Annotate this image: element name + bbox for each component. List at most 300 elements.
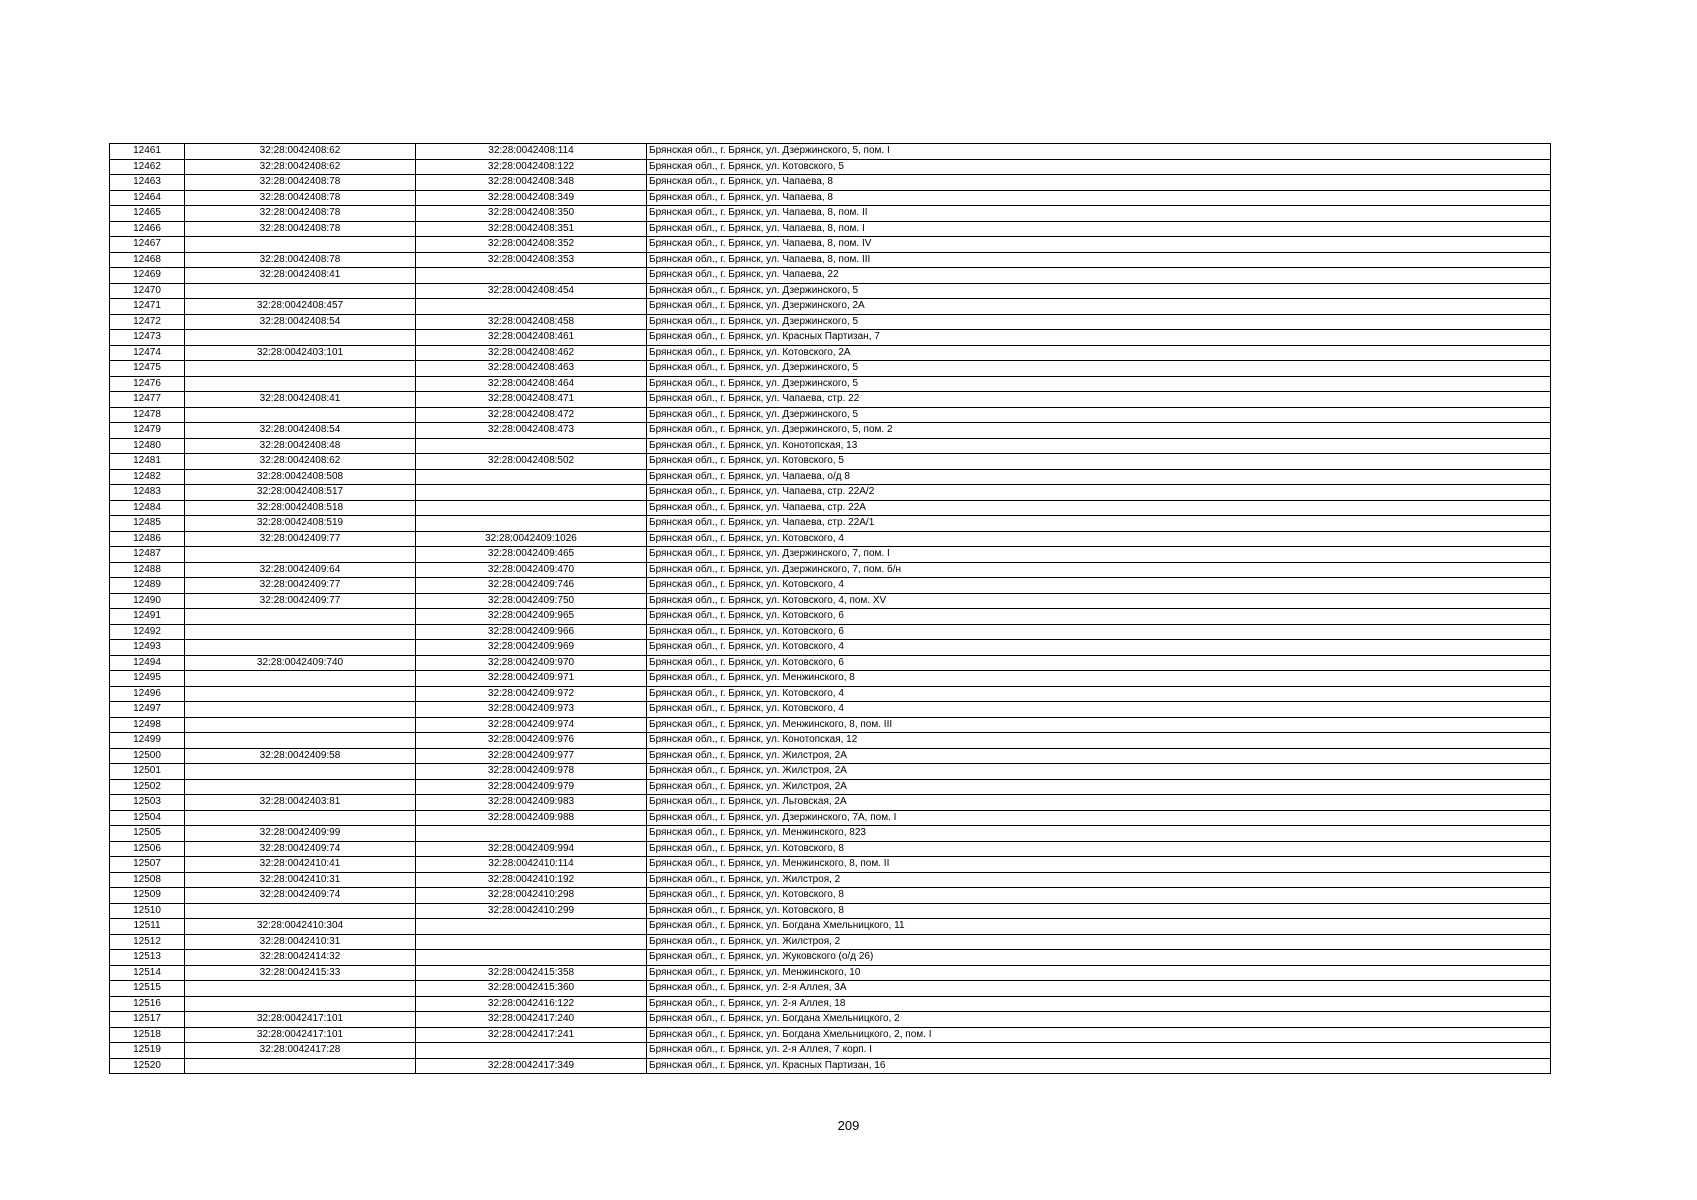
row-number-cell: 12489 xyxy=(110,578,185,594)
parent-cadastral-number-cell: 32:28:0042410:41 xyxy=(185,857,416,873)
table-row xyxy=(110,841,1551,857)
parent-cadastral-number-cell: 32:28:0042409:77 xyxy=(185,531,416,547)
parent-cadastral-number-cell: 32:28:0042408:62 xyxy=(185,454,416,470)
row-number-cell: 12479 xyxy=(110,423,185,439)
row-number-cell: 12468 xyxy=(110,252,185,268)
parent-cadastral-number-cell: 32:28:0042409:74 xyxy=(185,841,416,857)
address-cell: Брянская обл., г. Брянск, ул. Дзержинского, 5 xyxy=(647,376,1551,392)
row-number-cell: 12473 xyxy=(110,330,185,346)
object-cadastral-number-cell: 32:28:0042415:360 xyxy=(416,981,647,997)
row-number-cell: 12510 xyxy=(110,903,185,919)
row-number-cell: 12480 xyxy=(110,438,185,454)
address-cell: Брянская обл., г. Брянск, ул. Котовского, 8 xyxy=(647,841,1551,857)
row-number-cell: 12511 xyxy=(110,919,185,935)
object-cadastral-number-cell: 32:28:0042408:458 xyxy=(416,314,647,330)
address-cell: Брянская обл., г. Брянск, ул. Котовского, 5 xyxy=(647,454,1551,470)
object-cadastral-number-cell: 32:28:0042409:978 xyxy=(416,764,647,780)
address-cell: Брянская обл., г. Брянск, ул. Котовского, 4 xyxy=(647,640,1551,656)
table-row xyxy=(110,764,1551,780)
object-cadastral-number-cell: 32:28:0042409:973 xyxy=(416,702,647,718)
parent-cadastral-number-cell: 32:28:0042409:77 xyxy=(185,593,416,609)
table-row xyxy=(110,159,1551,175)
parent-cadastral-number-cell: 32:28:0042408:48 xyxy=(185,438,416,454)
object-cadastral-number-cell: 32:28:0042408:461 xyxy=(416,330,647,346)
object-cadastral-number-cell: 32:28:0042409:979 xyxy=(416,779,647,795)
table-row xyxy=(110,1058,1551,1074)
parent-cadastral-number-cell xyxy=(185,671,416,687)
object-cadastral-number-cell: 32:28:0042409:974 xyxy=(416,717,647,733)
address-cell: Брянская обл., г. Брянск, ул. Чапаева, стр. 22А/2 xyxy=(647,485,1551,501)
parent-cadastral-number-cell xyxy=(185,996,416,1012)
object-cadastral-number-cell: 32:28:0042409:965 xyxy=(416,609,647,625)
address-cell: Брянская обл., г. Брянск, ул. Богдана Хмельницкого, 11 xyxy=(647,919,1551,935)
table-row xyxy=(110,981,1551,997)
parent-cadastral-number-cell xyxy=(185,1058,416,1074)
registry-table-body xyxy=(110,144,1551,1074)
object-cadastral-number-cell: 32:28:0042408:473 xyxy=(416,423,647,439)
row-number-cell: 12487 xyxy=(110,547,185,563)
row-number-cell: 12461 xyxy=(110,144,185,160)
address-cell: Брянская обл., г. Брянск, ул. Дзержинского, 5 xyxy=(647,361,1551,377)
address-cell: Брянская обл., г. Брянск, ул. 2-я Аллея, 3А xyxy=(647,981,1551,997)
table-row xyxy=(110,671,1551,687)
parent-cadastral-number-cell: 32:28:0042408:457 xyxy=(185,299,416,315)
row-number-cell: 12515 xyxy=(110,981,185,997)
table-row xyxy=(110,779,1551,795)
address-cell: Брянская обл., г. Брянск, ул. Чапаева, стр. 22А xyxy=(647,500,1551,516)
row-number-cell: 12482 xyxy=(110,469,185,485)
row-number-cell: 12475 xyxy=(110,361,185,377)
address-cell: Брянская обл., г. Брянск, ул. Чапаева, 8, пом. IV xyxy=(647,237,1551,253)
parent-cadastral-number-cell xyxy=(185,733,416,749)
parent-cadastral-number-cell xyxy=(185,547,416,563)
address-cell: Брянская обл., г. Брянск, ул. 2-я Аллея, 18 xyxy=(647,996,1551,1012)
table-row xyxy=(110,237,1551,253)
object-cadastral-number-cell: 32:28:0042408:454 xyxy=(416,283,647,299)
parent-cadastral-number-cell: 32:28:0042408:62 xyxy=(185,159,416,175)
address-cell: Брянская обл., г. Брянск, ул. Котовского, 6 xyxy=(647,624,1551,640)
object-cadastral-number-cell: 32:28:0042409:746 xyxy=(416,578,647,594)
parent-cadastral-number-cell: 32:28:0042417:101 xyxy=(185,1027,416,1043)
parent-cadastral-number-cell xyxy=(185,330,416,346)
object-cadastral-number-cell: 32:28:0042409:977 xyxy=(416,748,647,764)
address-cell: Брянская обл., г. Брянск, ул. Дзержинского, 5 xyxy=(647,283,1551,299)
row-number-cell: 12518 xyxy=(110,1027,185,1043)
table-row xyxy=(110,934,1551,950)
parent-cadastral-number-cell: 32:28:0042417:28 xyxy=(185,1043,416,1059)
object-cadastral-number-cell xyxy=(416,500,647,516)
object-cadastral-number-cell: 32:28:0042408:351 xyxy=(416,221,647,237)
parent-cadastral-number-cell: 32:28:0042417:101 xyxy=(185,1012,416,1028)
parent-cadastral-number-cell xyxy=(185,810,416,826)
address-cell: Брянская обл., г. Брянск, ул. Котовского, 8 xyxy=(647,888,1551,904)
row-number-cell: 12466 xyxy=(110,221,185,237)
object-cadastral-number-cell: 32:28:0042409:1026 xyxy=(416,531,647,547)
row-number-cell: 12490 xyxy=(110,593,185,609)
address-cell: Брянская обл., г. Брянск, ул. Жилстроя, 2А xyxy=(647,779,1551,795)
table-row xyxy=(110,686,1551,702)
table-row xyxy=(110,888,1551,904)
object-cadastral-number-cell: 32:28:0042408:349 xyxy=(416,190,647,206)
row-number-cell: 12464 xyxy=(110,190,185,206)
table-row xyxy=(110,810,1551,826)
address-cell: Брянская обл., г. Брянск, ул. Менжинского, 8 xyxy=(647,671,1551,687)
address-cell: Брянская обл., г. Брянск, ул. Менжинского, 823 xyxy=(647,826,1551,842)
table-row xyxy=(110,454,1551,470)
object-cadastral-number-cell: 32:28:0042408:464 xyxy=(416,376,647,392)
parent-cadastral-number-cell: 32:28:0042408:517 xyxy=(185,485,416,501)
address-cell: Брянская обл., г. Брянск, ул. Дзержинского, 5 xyxy=(647,314,1551,330)
parent-cadastral-number-cell: 32:28:0042410:31 xyxy=(185,872,416,888)
address-cell: Брянская обл., г. Брянск, ул. Менжинского, 8, пом. III xyxy=(647,717,1551,733)
parent-cadastral-number-cell: 32:28:0042408:518 xyxy=(185,500,416,516)
object-cadastral-number-cell xyxy=(416,950,647,966)
object-cadastral-number-cell: 32:28:0042409:971 xyxy=(416,671,647,687)
parent-cadastral-number-cell xyxy=(185,981,416,997)
object-cadastral-number-cell: 32:28:0042409:994 xyxy=(416,841,647,857)
address-cell: Брянская обл., г. Брянск, ул. Котовского, 6 xyxy=(647,609,1551,625)
address-cell: Брянская обл., г. Брянск, ул. Конотопская, 12 xyxy=(647,733,1551,749)
row-number-cell: 12478 xyxy=(110,407,185,423)
table-row xyxy=(110,609,1551,625)
parent-cadastral-number-cell xyxy=(185,609,416,625)
address-cell: Брянская обл., г. Брянск, ул. Богдана Хмельницкого, 2, пом. I xyxy=(647,1027,1551,1043)
row-number-cell: 12476 xyxy=(110,376,185,392)
row-number-cell: 12491 xyxy=(110,609,185,625)
row-number-cell: 12512 xyxy=(110,934,185,950)
table-row xyxy=(110,795,1551,811)
row-number-cell: 12509 xyxy=(110,888,185,904)
row-number-cell: 12507 xyxy=(110,857,185,873)
table-row xyxy=(110,345,1551,361)
object-cadastral-number-cell: 32:28:0042409:465 xyxy=(416,547,647,563)
address-cell: Брянская обл., г. Брянск, ул. Чапаева, 8, пом. I xyxy=(647,221,1551,237)
object-cadastral-number-cell: 32:28:0042415:358 xyxy=(416,965,647,981)
row-number-cell: 12467 xyxy=(110,237,185,253)
object-cadastral-number-cell: 32:28:0042417:349 xyxy=(416,1058,647,1074)
registry-table xyxy=(109,143,1551,1074)
table-row xyxy=(110,500,1551,516)
address-cell: Брянская обл., г. Брянск, ул. Льговская, 2А xyxy=(647,795,1551,811)
object-cadastral-number-cell: 32:28:0042408:462 xyxy=(416,345,647,361)
object-cadastral-number-cell xyxy=(416,1043,647,1059)
object-cadastral-number-cell xyxy=(416,268,647,284)
object-cadastral-number-cell: 32:28:0042408:352 xyxy=(416,237,647,253)
table-row xyxy=(110,144,1551,160)
table-row xyxy=(110,392,1551,408)
object-cadastral-number-cell: 32:28:0042408:472 xyxy=(416,407,647,423)
address-cell: Брянская обл., г. Брянск, ул. Жилстроя, 2 xyxy=(647,934,1551,950)
address-cell: Брянская обл., г. Брянск, ул. Менжинского, 10 xyxy=(647,965,1551,981)
parent-cadastral-number-cell: 32:28:0042410:304 xyxy=(185,919,416,935)
table-row xyxy=(110,919,1551,935)
parent-cadastral-number-cell xyxy=(185,361,416,377)
table-row xyxy=(110,702,1551,718)
row-number-cell: 12471 xyxy=(110,299,185,315)
address-cell: Брянская обл., г. Брянск, ул. Котовского, 2А xyxy=(647,345,1551,361)
address-cell: Брянская обл., г. Брянск, ул. Чапаева, 22 xyxy=(647,268,1551,284)
table-row xyxy=(110,872,1551,888)
table-row xyxy=(110,965,1551,981)
parent-cadastral-number-cell: 32:28:0042408:78 xyxy=(185,252,416,268)
object-cadastral-number-cell xyxy=(416,934,647,950)
parent-cadastral-number-cell: 32:28:0042408:54 xyxy=(185,314,416,330)
parent-cadastral-number-cell: 32:28:0042408:54 xyxy=(185,423,416,439)
object-cadastral-number-cell: 32:28:0042409:972 xyxy=(416,686,647,702)
table-row xyxy=(110,1027,1551,1043)
table-row xyxy=(110,996,1551,1012)
row-number-cell: 12516 xyxy=(110,996,185,1012)
parent-cadastral-number-cell: 32:28:0042403:81 xyxy=(185,795,416,811)
address-cell: Брянская обл., г. Брянск, ул. Котовского, 4 xyxy=(647,531,1551,547)
row-number-cell: 12469 xyxy=(110,268,185,284)
address-cell: Брянская обл., г. Брянск, ул. Жилстроя, 2А xyxy=(647,764,1551,780)
address-cell: Брянская обл., г. Брянск, ул. Конотопская, 13 xyxy=(647,438,1551,454)
address-cell: Брянская обл., г. Брянск, ул. Жилстроя, 2А xyxy=(647,748,1551,764)
address-cell: Брянская обл., г. Брянск, ул. Котовского, 4 xyxy=(647,578,1551,594)
parent-cadastral-number-cell xyxy=(185,376,416,392)
address-cell: Брянская обл., г. Брянск, ул. Дзержинского, 7, пом. I xyxy=(647,547,1551,563)
table-row xyxy=(110,330,1551,346)
object-cadastral-number-cell: 32:28:0042409:983 xyxy=(416,795,647,811)
table-row xyxy=(110,516,1551,532)
table-row xyxy=(110,531,1551,547)
address-cell: Брянская обл., г. Брянск, ул. Котовского, 6 xyxy=(647,655,1551,671)
row-number-cell: 12486 xyxy=(110,531,185,547)
row-number-cell: 12465 xyxy=(110,206,185,222)
row-number-cell: 12481 xyxy=(110,454,185,470)
row-number-cell: 12494 xyxy=(110,655,185,671)
address-cell: Брянская обл., г. Брянск, ул. 2-я Аллея, 7 корп. I xyxy=(647,1043,1551,1059)
row-number-cell: 12493 xyxy=(110,640,185,656)
row-number-cell: 12484 xyxy=(110,500,185,516)
row-number-cell: 12498 xyxy=(110,717,185,733)
parent-cadastral-number-cell: 32:28:0042409:77 xyxy=(185,578,416,594)
row-number-cell: 12502 xyxy=(110,779,185,795)
address-cell: Брянская обл., г. Брянск, ул. Котовского, 4, пом. XV xyxy=(647,593,1551,609)
row-number-cell: 12485 xyxy=(110,516,185,532)
address-cell: Брянская обл., г. Брянск, ул. Чапаева, 8, пом. II xyxy=(647,206,1551,222)
address-cell: Брянская обл., г. Брянск, ул. Котовского, 5 xyxy=(647,159,1551,175)
object-cadastral-number-cell: 32:28:0042417:241 xyxy=(416,1027,647,1043)
address-cell: Брянская обл., г. Брянск, ул. Жилстроя, 2 xyxy=(647,872,1551,888)
row-number-cell: 12508 xyxy=(110,872,185,888)
table-row xyxy=(110,423,1551,439)
row-number-cell: 12503 xyxy=(110,795,185,811)
parent-cadastral-number-cell: 32:28:0042408:78 xyxy=(185,206,416,222)
table-row xyxy=(110,717,1551,733)
row-number-cell: 12497 xyxy=(110,702,185,718)
table-row xyxy=(110,268,1551,284)
object-cadastral-number-cell xyxy=(416,826,647,842)
table-row xyxy=(110,593,1551,609)
table-row xyxy=(110,438,1551,454)
parent-cadastral-number-cell: 32:28:0042408:41 xyxy=(185,392,416,408)
object-cadastral-number-cell: 32:28:0042408:350 xyxy=(416,206,647,222)
table-row xyxy=(110,950,1551,966)
object-cadastral-number-cell: 32:28:0042408:122 xyxy=(416,159,647,175)
object-cadastral-number-cell xyxy=(416,485,647,501)
table-row xyxy=(110,640,1551,656)
parent-cadastral-number-cell xyxy=(185,764,416,780)
table-row xyxy=(110,314,1551,330)
row-number-cell: 12506 xyxy=(110,841,185,857)
row-number-cell: 12477 xyxy=(110,392,185,408)
row-number-cell: 12488 xyxy=(110,562,185,578)
row-number-cell: 12520 xyxy=(110,1058,185,1074)
object-cadastral-number-cell xyxy=(416,516,647,532)
table-row xyxy=(110,578,1551,594)
object-cadastral-number-cell: 32:28:0042408:471 xyxy=(416,392,647,408)
address-cell: Брянская обл., г. Брянск, ул. Чапаева, стр. 22А/1 xyxy=(647,516,1551,532)
row-number-cell: 12495 xyxy=(110,671,185,687)
parent-cadastral-number-cell: 32:28:0042409:58 xyxy=(185,748,416,764)
address-cell: Брянская обл., г. Брянск, ул. Дзержинского, 5, пом. 2 xyxy=(647,423,1551,439)
table-row xyxy=(110,826,1551,842)
parent-cadastral-number-cell: 32:28:0042408:519 xyxy=(185,516,416,532)
row-number-cell: 12500 xyxy=(110,748,185,764)
row-number-cell: 12463 xyxy=(110,175,185,191)
address-cell: Брянская обл., г. Брянск, ул. Чапаева, 8 xyxy=(647,190,1551,206)
table-row xyxy=(110,562,1551,578)
row-number-cell: 12492 xyxy=(110,624,185,640)
parent-cadastral-number-cell xyxy=(185,686,416,702)
row-number-cell: 12472 xyxy=(110,314,185,330)
address-cell: Брянская обл., г. Брянск, ул. Богдана Хмельницкого, 2 xyxy=(647,1012,1551,1028)
object-cadastral-number-cell: 32:28:0042409:988 xyxy=(416,810,647,826)
table-row xyxy=(110,655,1551,671)
address-cell: Брянская обл., г. Брянск, ул. Красных Партизан, 7 xyxy=(647,330,1551,346)
address-cell: Брянская обл., г. Брянск, ул. Чапаева, 8 xyxy=(647,175,1551,191)
table-row xyxy=(110,221,1551,237)
table-row xyxy=(110,361,1551,377)
address-cell: Брянская обл., г. Брянск, ул. Дзержинского, 7А, пом. I xyxy=(647,810,1551,826)
parent-cadastral-number-cell: 32:28:0042408:78 xyxy=(185,190,416,206)
row-number-cell: 12501 xyxy=(110,764,185,780)
parent-cadastral-number-cell: 32:28:0042410:31 xyxy=(185,934,416,950)
parent-cadastral-number-cell: 32:28:0042409:99 xyxy=(185,826,416,842)
object-cadastral-number-cell: 32:28:0042408:348 xyxy=(416,175,647,191)
address-cell: Брянская обл., г. Брянск, ул. Дзержинского, 2А xyxy=(647,299,1551,315)
parent-cadastral-number-cell xyxy=(185,702,416,718)
table-row xyxy=(110,252,1551,268)
object-cadastral-number-cell xyxy=(416,919,647,935)
object-cadastral-number-cell: 32:28:0042408:463 xyxy=(416,361,647,377)
parent-cadastral-number-cell: 32:28:0042415:33 xyxy=(185,965,416,981)
row-number-cell: 12504 xyxy=(110,810,185,826)
parent-cadastral-number-cell: 32:28:0042409:64 xyxy=(185,562,416,578)
object-cadastral-number-cell: 32:28:0042410:299 xyxy=(416,903,647,919)
row-number-cell: 12519 xyxy=(110,1043,185,1059)
object-cadastral-number-cell xyxy=(416,438,647,454)
parent-cadastral-number-cell xyxy=(185,624,416,640)
parent-cadastral-number-cell xyxy=(185,237,416,253)
parent-cadastral-number-cell: 32:28:0042403:101 xyxy=(185,345,416,361)
address-cell: Брянская обл., г. Брянск, ул. Котовского, 4 xyxy=(647,686,1551,702)
object-cadastral-number-cell: 32:28:0042408:502 xyxy=(416,454,647,470)
parent-cadastral-number-cell: 32:28:0042408:41 xyxy=(185,268,416,284)
parent-cadastral-number-cell: 32:28:0042414:32 xyxy=(185,950,416,966)
object-cadastral-number-cell: 32:28:0042408:353 xyxy=(416,252,647,268)
parent-cadastral-number-cell: 32:28:0042409:740 xyxy=(185,655,416,671)
object-cadastral-number-cell: 32:28:0042409:470 xyxy=(416,562,647,578)
address-cell: Брянская обл., г. Брянск, ул. Котовского, 4 xyxy=(647,702,1551,718)
table-row xyxy=(110,903,1551,919)
object-cadastral-number-cell: 32:28:0042409:969 xyxy=(416,640,647,656)
row-number-cell: 12499 xyxy=(110,733,185,749)
table-row xyxy=(110,1043,1551,1059)
table-row xyxy=(110,206,1551,222)
address-cell: Брянская обл., г. Брянск, ул. Дзержинского, 5 xyxy=(647,407,1551,423)
parent-cadastral-number-cell xyxy=(185,283,416,299)
address-cell: Брянская обл., г. Брянск, ул. Котовского, 8 xyxy=(647,903,1551,919)
table-row xyxy=(110,407,1551,423)
table-row xyxy=(110,547,1551,563)
object-cadastral-number-cell: 32:28:0042416:122 xyxy=(416,996,647,1012)
address-cell: Брянская обл., г. Брянск, ул. Красных Партизан, 16 xyxy=(647,1058,1551,1074)
table-row xyxy=(110,469,1551,485)
parent-cadastral-number-cell: 32:28:0042408:78 xyxy=(185,221,416,237)
parent-cadastral-number-cell xyxy=(185,640,416,656)
address-cell: Брянская обл., г. Брянск, ул. Дзержинского, 5, пом. I xyxy=(647,144,1551,160)
address-cell: Брянская обл., г. Брянск, ул. Менжинского, 8, пом. II xyxy=(647,857,1551,873)
object-cadastral-number-cell: 32:28:0042417:240 xyxy=(416,1012,647,1028)
table-row xyxy=(110,485,1551,501)
table-row xyxy=(110,1012,1551,1028)
object-cadastral-number-cell: 32:28:0042409:750 xyxy=(416,593,647,609)
object-cadastral-number-cell: 32:28:0042408:114 xyxy=(416,144,647,160)
row-number-cell: 12483 xyxy=(110,485,185,501)
row-number-cell: 12505 xyxy=(110,826,185,842)
row-number-cell: 12513 xyxy=(110,950,185,966)
table-row xyxy=(110,857,1551,873)
object-cadastral-number-cell: 32:28:0042409:976 xyxy=(416,733,647,749)
address-cell: Брянская обл., г. Брянск, ул. Жуковского (о/д 26) xyxy=(647,950,1551,966)
object-cadastral-number-cell xyxy=(416,469,647,485)
parent-cadastral-number-cell: 32:28:0042409:74 xyxy=(185,888,416,904)
parent-cadastral-number-cell xyxy=(185,407,416,423)
object-cadastral-number-cell: 32:28:0042410:114 xyxy=(416,857,647,873)
parent-cadastral-number-cell xyxy=(185,779,416,795)
table-row xyxy=(110,175,1551,191)
address-cell: Брянская обл., г. Брянск, ул. Дзержинского, 7, пом. б/н xyxy=(647,562,1551,578)
table-row xyxy=(110,299,1551,315)
address-cell: Брянская обл., г. Брянск, ул. Чапаева, стр. 22 xyxy=(647,392,1551,408)
object-cadastral-number-cell: 32:28:0042409:966 xyxy=(416,624,647,640)
address-cell: Брянская обл., г. Брянск, ул. Чапаева, 8, пом. III xyxy=(647,252,1551,268)
row-number-cell: 12462 xyxy=(110,159,185,175)
object-cadastral-number-cell xyxy=(416,299,647,315)
parent-cadastral-number-cell xyxy=(185,717,416,733)
table-row xyxy=(110,624,1551,640)
object-cadastral-number-cell: 32:28:0042410:298 xyxy=(416,888,647,904)
row-number-cell: 12517 xyxy=(110,1012,185,1028)
parent-cadastral-number-cell: 32:28:0042408:78 xyxy=(185,175,416,191)
page-number: 209 xyxy=(837,1118,860,1133)
row-number-cell: 12514 xyxy=(110,965,185,981)
row-number-cell: 12470 xyxy=(110,283,185,299)
table-row xyxy=(110,733,1551,749)
parent-cadastral-number-cell: 32:28:0042408:508 xyxy=(185,469,416,485)
table-row xyxy=(110,748,1551,764)
object-cadastral-number-cell: 32:28:0042409:970 xyxy=(416,655,647,671)
table-row xyxy=(110,190,1551,206)
parent-cadastral-number-cell xyxy=(185,903,416,919)
row-number-cell: 12474 xyxy=(110,345,185,361)
table-row xyxy=(110,283,1551,299)
row-number-cell: 12496 xyxy=(110,686,185,702)
object-cadastral-number-cell: 32:28:0042410:192 xyxy=(416,872,647,888)
